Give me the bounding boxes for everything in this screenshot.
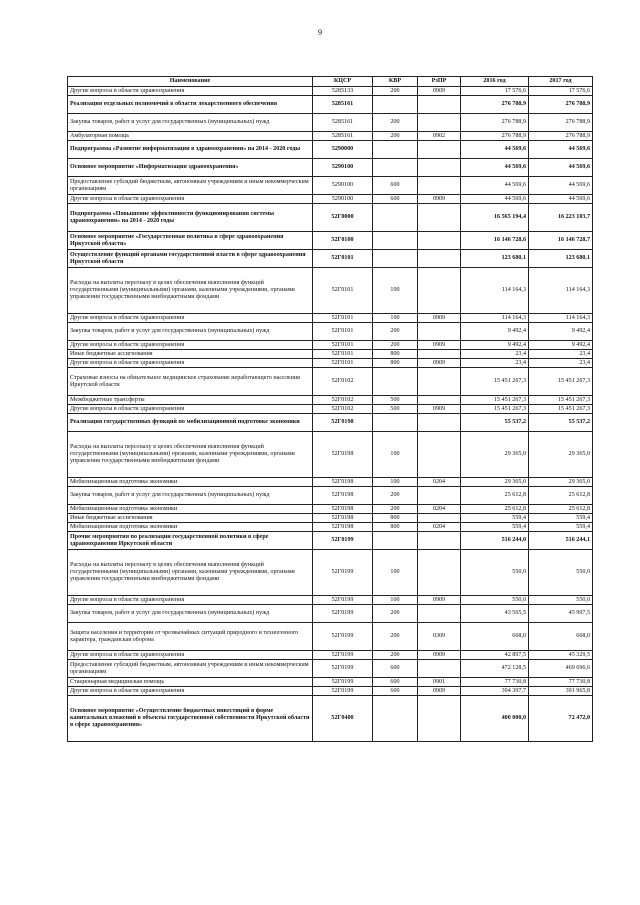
cell-name: Закупка товаров, работ и услуг для государственных (муниципальных) нужд [68,323,313,341]
cell-2017: 45 997,5 [529,605,593,623]
table-row [68,523,593,532]
cell-kcsr: 52Г0101 [313,323,373,341]
cell-kvr [373,368,418,396]
table-row [68,350,593,359]
cell-kvr [373,141,418,159]
cell-rzpr [418,96,461,114]
header-2016: 2016 год [461,77,529,87]
cell-2016: 400 000,0 [461,696,529,742]
cell-rzpr [418,487,461,505]
table-row [68,195,593,204]
cell-kvr [373,204,418,232]
cell-rzpr [418,660,461,678]
cell-rzpr: 0204 [418,505,461,514]
cell-2016: 668,0 [461,623,529,651]
cell-name: Иные бюджетные ассигнования [68,350,313,359]
cell-name: Расходы на выплаты персоналу в целях обеспечения выполнения функций государственными (муниципальными) органами, казенными учреждениями, органами управления государственными внебюджетными фондами [68,550,313,596]
cell-name: Амбулаторная помощь [68,132,313,141]
cell-2017: 44 569,6 [529,159,593,177]
cell-2016: 472 128,5 [461,660,529,678]
cell-kvr [373,414,418,432]
cell-kvr: 100 [373,550,418,596]
table-row [68,414,593,432]
cell-2016: 550,0 [461,596,529,605]
cell-2016: 15 451 267,3 [461,368,529,396]
cell-2016: 77 730,8 [461,678,529,687]
cell-2016: 516 244,0 [461,532,529,550]
cell-kvr: 200 [373,487,418,505]
page-number: 9 [318,28,322,37]
cell-2017: 45 329,5 [529,651,593,660]
cell-rzpr: 0909 [418,651,461,660]
table-row [68,250,593,268]
cell-name: Мобилизационная подготовка экономики [68,505,313,514]
cell-2017: 72 472,0 [529,696,593,742]
cell-kvr [373,159,418,177]
table-row [68,514,593,523]
cell-kcsr: 52Г0199 [313,550,373,596]
cell-name: Другие вопросы в области здравоохранения [68,405,313,414]
cell-rzpr [418,114,461,132]
cell-rzpr: 0909 [418,195,461,204]
cell-2016: 44 569,6 [461,177,529,195]
cell-name: Прочие мероприятия по реализации государственной политики в сфере здравоохранения Иркутской области [68,532,313,550]
cell-kcsr: 52Г0400 [313,696,373,742]
cell-2016: 25 612,8 [461,487,529,505]
cell-2017: 17 576,6 [529,87,593,96]
cell-2017: 391 965,8 [529,687,593,696]
table-row [68,177,593,195]
cell-kvr: 500 [373,405,418,414]
cell-kvr: 200 [373,87,418,96]
cell-rzpr: 0909 [418,596,461,605]
cell-name: Основное мероприятие «Осуществление бюджетных инвестиций в форме капитальных вложений в объекты государственной собственности Иркутской области в сфере здравоохранения» [68,696,313,742]
cell-name: Мобилизационная подготовка экономики [68,478,313,487]
cell-name: Другие вопросы в области здравоохранения [68,314,313,323]
cell-name: Иные бюджетные ассигнования [68,514,313,523]
table-row [68,159,593,177]
cell-rzpr [418,250,461,268]
cell-kcsr: 52Г0101 [313,268,373,314]
table-row [68,660,593,678]
cell-2017: 9 492,4 [529,323,593,341]
cell-2016: 43 565,5 [461,605,529,623]
cell-kvr: 100 [373,478,418,487]
cell-rzpr: 0901 [418,678,461,687]
cell-2017: 276 788,9 [529,96,593,114]
table-row [68,268,593,314]
budget-table [67,76,593,742]
header-name: Наименование [68,77,313,87]
cell-kcsr: 52Г0102 [313,368,373,396]
cell-rzpr: 0204 [418,478,461,487]
cell-name: Закупка товаров, работ и услуг для государственных (муниципальных) нужд [68,605,313,623]
cell-name: Реализация государственных функций по мобилизационной подготовке экономики [68,414,313,432]
cell-name: Другие вопросы в области здравоохранения [68,341,313,350]
cell-name: Предоставление субсидий бюджетным, автономным учреждениям и иным некоммерческим организациям [68,177,313,195]
cell-2016: 55 537,2 [461,414,529,432]
cell-2017: 114 164,3 [529,268,593,314]
cell-2017: 25 612,8 [529,487,593,505]
cell-kvr: 100 [373,432,418,478]
cell-2016: 276 788,9 [461,96,529,114]
cell-2017: 29 365,0 [529,478,593,487]
cell-rzpr [418,159,461,177]
cell-kcsr: 52Г0198 [313,523,373,532]
cell-rzpr [418,414,461,432]
cell-2016: 559,4 [461,523,529,532]
cell-2016: 9 492,4 [461,323,529,341]
cell-rzpr [418,550,461,596]
cell-2017: 55 537,2 [529,414,593,432]
cell-2017: 23,4 [529,359,593,368]
cell-2017: 15 451 267,3 [529,368,593,396]
cell-kvr: 800 [373,359,418,368]
cell-2016: 276 788,9 [461,114,529,132]
cell-2017: 29 365,0 [529,432,593,478]
cell-kcsr: 52Г0199 [313,623,373,651]
header-kcsr: КЦСР [313,77,373,87]
table-row [68,396,593,405]
cell-kcsr: 52Г0100 [313,232,373,250]
cell-kcsr: 52Г0000 [313,204,373,232]
table-row [68,623,593,651]
cell-kcsr: 5290100 [313,159,373,177]
cell-2017: 15 451 267,3 [529,396,593,405]
cell-2016: 16 565 194,4 [461,204,529,232]
cell-rzpr: 0309 [418,623,461,651]
cell-rzpr: 0909 [418,359,461,368]
cell-2017: 16 146 728,7 [529,232,593,250]
cell-kcsr: 52Г0101 [313,314,373,323]
cell-2016: 42 897,5 [461,651,529,660]
cell-2016: 44 569,6 [461,159,529,177]
cell-2016: 114 164,3 [461,268,529,314]
table-row [68,232,593,250]
cell-2016: 394 397,7 [461,687,529,696]
cell-kcsr: 52Г0198 [313,505,373,514]
cell-name: Другие вопросы в области здравоохранения [68,651,313,660]
cell-kcsr: 52Г0101 [313,341,373,350]
table-row [68,114,593,132]
cell-name: Основное мероприятие «Информатизация здравоохранения» [68,159,313,177]
cell-2016: 123 680,1 [461,250,529,268]
table-row [68,651,593,660]
table-row [68,596,593,605]
cell-kvr: 100 [373,314,418,323]
table-row [68,141,593,159]
cell-rzpr [418,177,461,195]
cell-rzpr: 0909 [418,314,461,323]
cell-name: Другие вопросы в области здравоохранения [68,195,313,204]
cell-name: Подпрограмма «Повышение эффективности функционирования системы здравоохранения» на 2014 - 2020 годы [68,204,313,232]
table-row [68,678,593,687]
cell-kvr: 600 [373,687,418,696]
cell-name: Другие вопросы в области здравоохранения [68,87,313,96]
cell-rzpr [418,605,461,623]
cell-2016: 29 365,0 [461,432,529,478]
cell-name: Расходы на выплаты персоналу в целях обеспечения выполнения функций государственными (муниципальными) органами, казенными учреждениями, органами управления государственными внебюджетными фондами [68,268,313,314]
cell-kcsr: 52Г0199 [313,687,373,696]
cell-2017: 550,0 [529,596,593,605]
header-rzpr: РзПР [418,77,461,87]
cell-kvr: 200 [373,132,418,141]
cell-kcsr: 52Г0199 [313,678,373,687]
cell-kvr: 100 [373,596,418,605]
table-row [68,405,593,414]
cell-2017: 9 492,4 [529,341,593,350]
cell-name: Мобилизационная подготовка экономики [68,523,313,532]
table-row [68,605,593,623]
cell-2017: 469 696,6 [529,660,593,678]
cell-2017: 668,0 [529,623,593,651]
cell-kvr: 800 [373,514,418,523]
cell-kcsr: 52Г0102 [313,405,373,414]
cell-kvr: 600 [373,195,418,204]
table-row [68,687,593,696]
cell-name: Основное мероприятие «Государственная политика в сфере здравоохранения Иркутской области» [68,232,313,250]
cell-2016: 25 612,8 [461,505,529,514]
cell-rzpr [418,396,461,405]
cell-rzpr: 0909 [418,687,461,696]
cell-kcsr: 52Г0198 [313,514,373,523]
cell-kvr: 200 [373,505,418,514]
cell-kcsr: 52Г0102 [313,396,373,405]
cell-rzpr: 0204 [418,523,461,532]
cell-2016: 114 164,3 [461,314,529,323]
table-row [68,204,593,232]
cell-kvr [373,696,418,742]
cell-kvr: 500 [373,396,418,405]
cell-name: Закупка товаров, работ и услуг для государственных (муниципальных) нужд [68,114,313,132]
table-header-row [68,77,593,87]
cell-kvr [373,232,418,250]
cell-2016: 17 576,6 [461,87,529,96]
cell-kcsr: 52Г0199 [313,651,373,660]
cell-rzpr [418,141,461,159]
cell-kvr: 600 [373,660,418,678]
cell-kvr: 200 [373,341,418,350]
header-2017: 2017 год [529,77,593,87]
cell-kvr: 200 [373,623,418,651]
cell-rzpr [418,432,461,478]
cell-name: Межбюджетные трансферты [68,396,313,405]
cell-name: Стационарная медицинская помощь [68,678,313,687]
cell-name: Осуществление функций органами государственной власти в сфере здравоохранения Иркутской области [68,250,313,268]
cell-name: Реализация отдельных полномочий в области лекарственного обеспечения [68,96,313,114]
cell-2016: 44 569,6 [461,141,529,159]
cell-kvr: 200 [373,605,418,623]
table-row [68,505,593,514]
cell-name: Защита населения и территории от чрезвычайных ситуаций природного и техногенного характера, гражданская оборона [68,623,313,651]
cell-name: Закупка товаров, работ и услуг для государственных (муниципальных) нужд [68,487,313,505]
cell-kcsr: 5290100 [313,177,373,195]
cell-rzpr [418,350,461,359]
cell-2017: 550,0 [529,550,593,596]
cell-kvr: 800 [373,350,418,359]
cell-kcsr: 52Г0198 [313,414,373,432]
cell-kvr: 200 [373,323,418,341]
table-row [68,323,593,341]
cell-kvr [373,250,418,268]
cell-kcsr: 5290100 [313,195,373,204]
cell-kcsr: 5285161 [313,96,373,114]
table-row [68,550,593,596]
cell-kvr [373,96,418,114]
cell-2016: 15 451 267,3 [461,396,529,405]
cell-rzpr [418,368,461,396]
cell-2017: 23,4 [529,350,593,359]
cell-rzpr: 0909 [418,87,461,96]
cell-2016: 23,4 [461,359,529,368]
cell-rzpr [418,323,461,341]
cell-kvr: 600 [373,678,418,687]
cell-kcsr: 52Г0198 [313,432,373,478]
table-row [68,96,593,114]
cell-2017: 114 164,3 [529,314,593,323]
cell-kvr: 100 [373,268,418,314]
cell-kvr: 200 [373,114,418,132]
cell-rzpr: 0909 [418,341,461,350]
cell-kcsr: 5285133 [313,87,373,96]
cell-rzpr [418,514,461,523]
cell-kcsr: 52Г0198 [313,487,373,505]
table-row [68,478,593,487]
cell-2017: 25 612,8 [529,505,593,514]
cell-kcsr: 52Г0101 [313,250,373,268]
cell-2017: 15 451 267,3 [529,405,593,414]
cell-rzpr: 0909 [418,405,461,414]
cell-2016: 23,4 [461,350,529,359]
cell-2016: 16 146 728,6 [461,232,529,250]
table-row [68,532,593,550]
table-row [68,341,593,350]
cell-name: Расходы на выплаты персоналу в целях обеспечения выполнения функций государственными (муниципальными) органами, казенными учреждениями, органами управления государственными внебюджетными фондами [68,432,313,478]
cell-rzpr [418,204,461,232]
cell-2017: 559,4 [529,523,593,532]
cell-2017: 44 569,6 [529,195,593,204]
cell-2017: 77 730,8 [529,678,593,687]
cell-kcsr: 52Г0199 [313,532,373,550]
cell-2017: 44 569,6 [529,141,593,159]
cell-name: Другие вопросы в области здравоохранения [68,596,313,605]
cell-kvr [373,532,418,550]
table-row [68,487,593,505]
table-row [68,314,593,323]
cell-kcsr: 5285161 [313,132,373,141]
cell-2017: 276 788,9 [529,132,593,141]
cell-kcsr: 52Г0199 [313,660,373,678]
cell-2016: 15 451 267,3 [461,405,529,414]
cell-rzpr [418,232,461,250]
cell-name: Страховые взносы на обязательное медицинское страхование неработающего населения Иркутской области [68,368,313,396]
cell-2016: 29 365,0 [461,478,529,487]
cell-kcsr: 52Г0101 [313,350,373,359]
cell-kvr: 600 [373,177,418,195]
cell-kcsr: 5285161 [313,114,373,132]
cell-rzpr [418,268,461,314]
cell-name: Предоставление субсидий бюджетным, автономным учреждениям и иным некоммерческим организациям [68,660,313,678]
table-body [68,87,593,742]
cell-kcsr: 5290000 [313,141,373,159]
cell-2017: 559,4 [529,514,593,523]
cell-2016: 550,0 [461,550,529,596]
table-row [68,696,593,742]
cell-2017: 516 244,1 [529,532,593,550]
cell-kcsr: 52Г0199 [313,596,373,605]
cell-rzpr [418,532,461,550]
cell-rzpr: 0902 [418,132,461,141]
table-row [68,359,593,368]
table-row [68,368,593,396]
cell-rzpr [418,696,461,742]
cell-2017: 123 680,1 [529,250,593,268]
cell-kvr: 800 [373,523,418,532]
cell-name: Подпрограмма «Развитие информатизации в здравоохранении» на 2014 - 2020 годы [68,141,313,159]
table-row [68,87,593,96]
cell-name: Другие вопросы в области здравоохранения [68,687,313,696]
cell-2017: 276 788,9 [529,114,593,132]
cell-2016: 276 788,9 [461,132,529,141]
cell-kvr: 200 [373,651,418,660]
cell-2017: 44 569,6 [529,177,593,195]
cell-kcsr: 52Г0199 [313,605,373,623]
table-row [68,432,593,478]
cell-2016: 559,4 [461,514,529,523]
cell-2016: 9 492,4 [461,341,529,350]
header-kvr: КВР [373,77,418,87]
cell-kcsr: 52Г0101 [313,359,373,368]
cell-name: Другие вопросы в области здравоохранения [68,359,313,368]
cell-2016: 44 569,6 [461,195,529,204]
table-row [68,132,593,141]
cell-kcsr: 52Г0198 [313,478,373,487]
cell-2017: 16 223 103,7 [529,204,593,232]
